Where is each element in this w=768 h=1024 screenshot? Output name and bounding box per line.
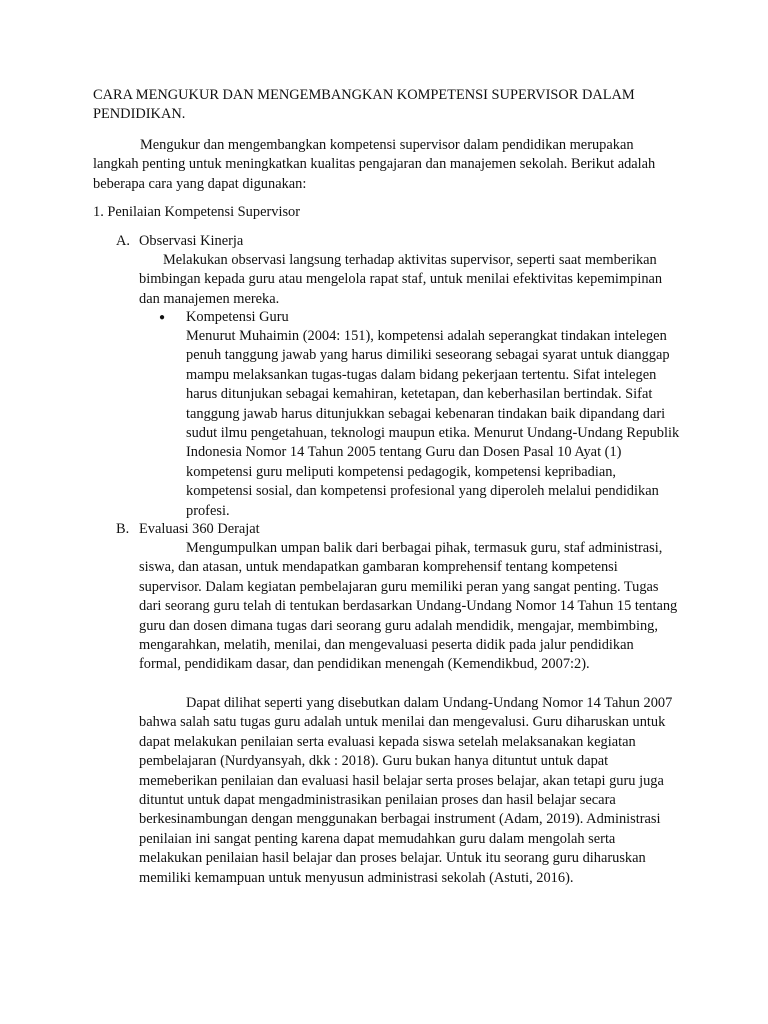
bullet-icon: ● xyxy=(159,312,166,323)
list-marker-b: B. xyxy=(116,521,130,537)
list-marker-a: A. xyxy=(116,233,130,249)
bullet-paragraph-kompetensi-guru: Menurut Muhaimin (2004: 151), kompetensi adalah seperangkat tindakan intelegen penuh tanggung jawab yang harus dimiliki seseorang sebagai syarat untuk dianggap mampu melaksankan tugas-tugas dalam bidang pekerjaan tertentu. Sifat intelegen harus ditunjukan sebagai kemahiran, ketetapan, dan keberhasilan bertindak. Sifat tanggung jawab harus ditunjukkan sebagai kebenaran tindakan baik dipandang dari sudut ilmu pengetahuan, teknologi maupun etika. Menurut Undang-Undang Republik Indonesia Nomor 14 Tahun 2005 tentang Guru dan Dosen Pasal 10 Ayat (1) kompetensi guru meliputi kompetensi pedagogik, kompetensi kepribadian, kompetensi sosial, dan kompetensi profesional yang diperoleh melalui pendidikan profesi. xyxy=(186,328,680,519)
bullet-title-kompetensi-guru: Kompetensi Guru xyxy=(186,309,289,325)
paragraph-evaluasi-1: Mengumpulkan umpan balik dari berbagai pihak, termasuk guru, staf administrasi, siswa, dan atasan, untuk mendapatkan gambaran komprehensif tentang kompetensi supervisor. Dalam kegiatan pembelajaran guru memiliki peran yang sangat penting. Tugas dari seorang guru telah di tentukan berdasarkan Undang-Undang Nomor 14 Tahun 15 tentang guru dan dosen dimana tugas dari seorang guru adalah mendidik, mengajar, membimbing, mengarahkan, melatih, menilai, dan mengevaluasi peserta didik pada jalur pendidikan formal, pendidikam dasar, dan pendidikan menengah (Kemendikbud, 2007:2). xyxy=(139,540,678,673)
section-heading: 1. Penilaian Kompetensi Supervisor xyxy=(93,204,301,220)
intro-paragraph: Mengukur dan mengembangkan kompetensi supervisor dalam pendidikan merupakan langkah penting untuk meningkatkan kualitas pengajaran dan manajemen sekolah. Berikut adalah beberapa cara yang dapat digunakan: xyxy=(93,137,656,192)
subheading-observasi-kinerja: Observasi Kinerja xyxy=(139,233,244,249)
paragraph-observasi: Melakukan observasi langsung terhadap aktivitas supervisor, seperti saat memberikan bimbingan kepada guru atau mengelola rapat staf, untuk menilai efektivitas kepemimpinan dan manajemen mereka. xyxy=(139,252,663,307)
paragraph-evaluasi-2: Dapat dilihat seperti yang disebutkan dalam Undang-Undang Nomor 14 Tahun 2007 bahwa salah satu tugas guru adalah untuk menilai dan mengevalusi. Guru diharuskan untuk dapat melakukan penilaian serta evaluasi kepada siswa setelah melaksanakan kegiatan pembelajaran (Nurdyansyah, dkk : 2018). Guru bukan hanya dituntut untuk dapat memeberikan penilaian dan evaluasi hasil belajar serta proses belajar, akan tetapi guru juga dituntut untuk dapat mengadministrasikan penilaian proses dan hasil belajar secara berkesinambungan dengan menggunakan berbagai instrument (Adam, 2019). Administrasi penilaian ini sangat penting karena dapat memudahkan guru dalam mengolah serta melakukan penilaian hasil belajar dan proses belajar. Untuk itu seorang guru diharuskan memiliki kemampuan untuk menyusun administrasi sekolah (Astuti, 2016). xyxy=(139,695,673,886)
subheading-evaluasi-360: Evaluasi 360 Derajat xyxy=(139,521,260,537)
document-title: CARA MENGUKUR DAN MENGEMBANGKAN KOMPETENSI SUPERVISOR DALAM PENDIDIKAN. xyxy=(93,87,635,123)
